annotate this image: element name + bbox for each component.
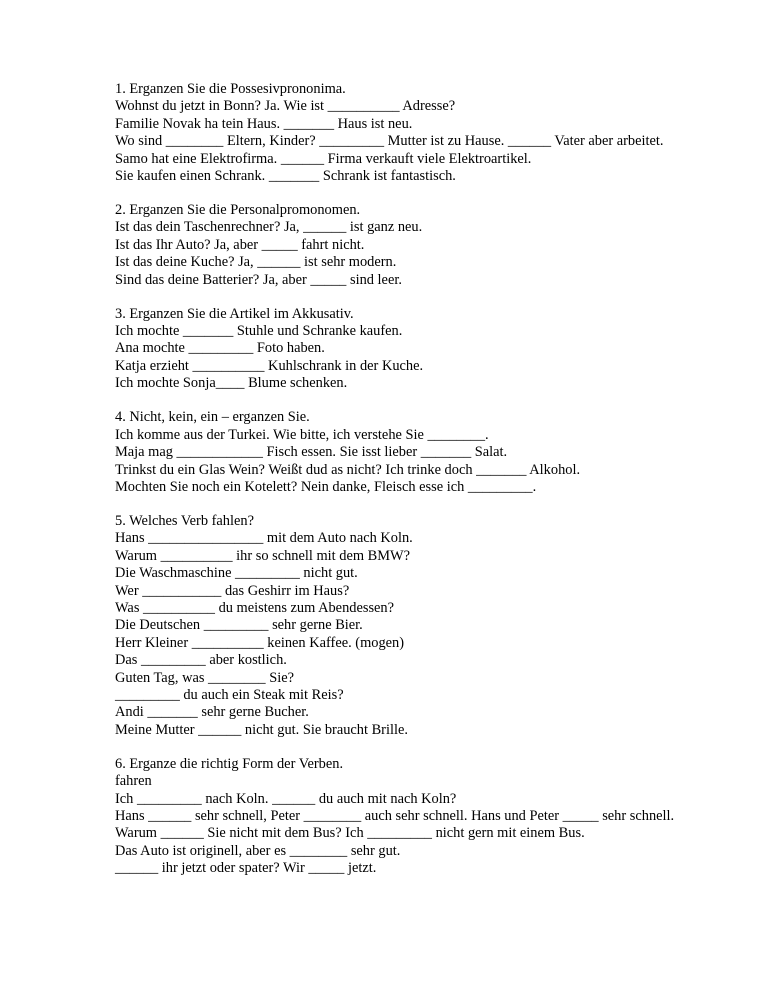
- exercise-6: [115, 756, 695, 878]
- exercise-line: Sind das deine Batterier? Ja, aber _____ sind leer.: [115, 271, 402, 288]
- exercise-1: [115, 81, 695, 185]
- exercise-line: Die Waschmaschine _________ nicht gut.: [115, 565, 358, 582]
- exercise-line: _________ du auch ein Steak mit Reis?: [115, 686, 344, 703]
- exercise-heading: 4. Nicht, kein, ein – erganzen Sie.: [115, 409, 310, 426]
- exercise-line: Maja mag ____________ Fisch essen. Sie isst lieber _______ Salat.: [115, 444, 508, 461]
- exercise-line: Katja erzieht __________ Kuhlschrank in der Kuche.: [115, 357, 424, 374]
- exercise-line: ______ ihr jetzt oder spater? Wir _____ jetzt.: [115, 860, 377, 877]
- exercise-5: [115, 513, 695, 739]
- exercise-line: Guten Tag, was ________ Sie?: [115, 669, 294, 686]
- exercise-heading: 5. Welches Verb fahlen?: [115, 512, 254, 529]
- exercise-2: [115, 202, 695, 289]
- exercise-line: Das Auto ist originell, aber es ________ sehr gut.: [115, 842, 401, 859]
- exercise-line: Sie kaufen einen Schrank. _______ Schrank ist fantastisch.: [115, 168, 456, 185]
- exercise-4: [115, 409, 695, 496]
- exercise-line: Ist das Ihr Auto? Ja, aber _____ fahrt nicht.: [115, 236, 365, 253]
- exercise-line: Familie Novak ha tein Haus. _______ Haus ist neu.: [115, 115, 413, 132]
- exercise-line: Wer ___________ das Geshirr im Haus?: [115, 582, 350, 599]
- exercise-heading: 2. Erganzen Sie die Personalpromonomen.: [115, 202, 361, 219]
- exercise-line: Hans ________________ mit dem Auto nach Koln.: [115, 530, 413, 547]
- exercise-line: Ich mochte _______ Stuhle und Schranke kaufen.: [115, 323, 403, 340]
- exercise-line: Trinkst du ein Glas Wein? Weißt dud as nicht? Ich trinke doch _______ Alkohol.: [115, 461, 581, 478]
- exercise-line: Meine Mutter ______ nicht gut. Sie braucht Brille.: [115, 721, 408, 738]
- exercise-line: Ich _________ nach Koln. ______ du auch mit nach Koln?: [115, 790, 457, 807]
- exercise-line: Ich mochte Sonja____ Blume schenken.: [115, 375, 348, 392]
- exercise-line: Herr Kleiner __________ keinen Kaffee. (mogen): [115, 634, 405, 651]
- exercise-line: Das _________ aber kostlich.: [115, 652, 287, 669]
- exercise-line: fahren: [115, 773, 152, 790]
- exercise-heading: 6. Erganze die richtig Form der Verben.: [115, 755, 344, 772]
- exercise-line: Ich komme aus der Turkei. Wie bitte, ich verstehe Sie ________.: [115, 426, 489, 443]
- exercise-line: Andi _______ sehr gerne Bucher.: [115, 704, 309, 721]
- exercise-line: Mochten Sie noch ein Kotelett? Nein danke, Fleisch esse ich _________.: [115, 478, 537, 495]
- exercise-line: Wo sind ________ Eltern, Kinder? _________ Mutter ist zu Hause. ______ Vater aber arbeitet.: [115, 133, 664, 150]
- exercise-3: [115, 306, 695, 393]
- exercise-line: Ana mochte _________ Foto haben.: [115, 340, 325, 357]
- exercise-line: Warum ______ Sie nicht mit dem Bus? Ich _________ nicht gern mit einem Bus.: [115, 825, 585, 842]
- exercise-line: Samo hat eine Elektrofirma. ______ Firma verkauft viele Elektroartikel.: [115, 150, 532, 167]
- exercise-line: Was __________ du meistens zum Abendessen?: [115, 599, 395, 616]
- exercise-line: Ist das deine Kuche? Ja, ______ ist sehr modern.: [115, 254, 397, 271]
- worksheet: [115, 81, 695, 894]
- exercise-heading: 1. Erganzen Sie die Possesivprononima.: [115, 81, 346, 97]
- exercise-line: Hans ______ sehr schnell, Peter ________ auch sehr schnell. Hans und Peter _____ sehr schnell.: [115, 808, 675, 824]
- exercise-line: Die Deutschen _________ sehr gerne Bier.: [115, 617, 363, 634]
- exercise-heading: 3. Erganzen Sie die Artikel im Akkusativ.: [115, 305, 354, 322]
- exercise-line: Wohnst du jetzt in Bonn? Ja. Wie ist __________ Adresse?: [115, 98, 456, 115]
- exercise-line: Warum __________ ihr so schnell mit dem BMW?: [115, 547, 411, 564]
- exercise-line: Ist das dein Taschenrechner? Ja, ______ ist ganz neu.: [115, 219, 423, 236]
